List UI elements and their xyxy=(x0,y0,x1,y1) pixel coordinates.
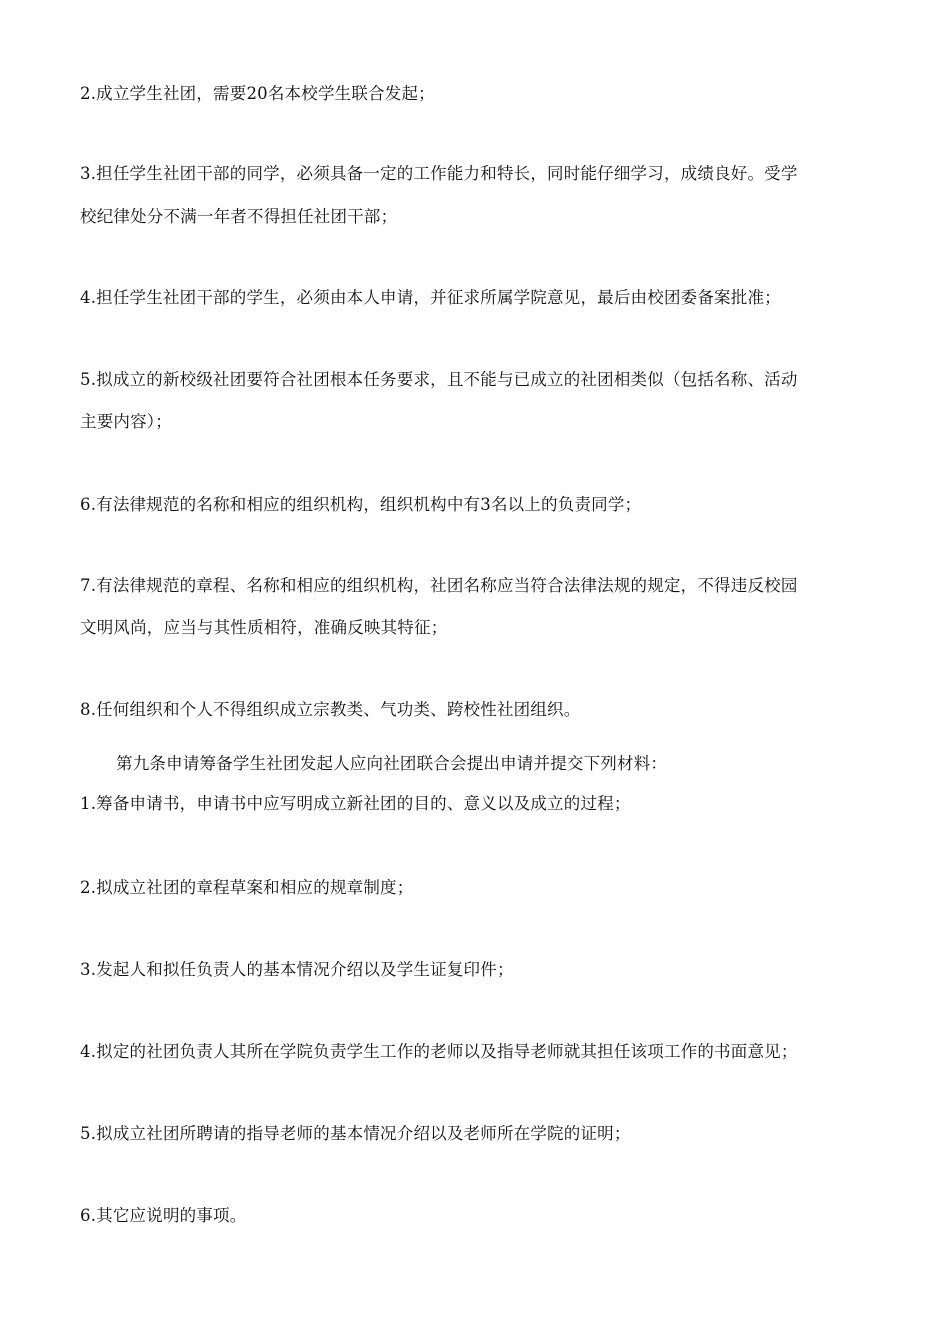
material-3: 3.发起人和拟任负责人的基本情况介绍以及学生证复印件； xyxy=(80,960,514,979)
condition-5-line-2: 主要内容）； xyxy=(80,412,172,431)
article-9-heading: 第九条申请筹备学生社团发起人应向社团联合会提出申请并提交下列材料： xyxy=(116,754,668,773)
material-2: 2.拟成立社团的章程草案和相应的规章制度； xyxy=(80,878,414,897)
condition-7-line-2: 文明风尚，应当与其性质相符，准确反映其特征； xyxy=(80,618,448,637)
condition-8: 8.任何组织和个人不得组织成立宗教类、气功类、跨校性社团组织。 xyxy=(80,700,581,719)
material-1: 1.筹备申请书，申请书中应写明成立新社团的目的、意义以及成立的过程； xyxy=(80,794,631,813)
condition-6: 6.有法律规范的名称和相应的组织机构，组织机构中有3名以上的负责同学； xyxy=(80,495,642,514)
condition-3-line-2: 校纪律处分不满一年者不得担任社团干部； xyxy=(80,207,398,226)
condition-4: 4.担任学生社团干部的学生，必须由本人申请，并征求所属学院意见，最后由校团委备案批准； xyxy=(80,288,781,307)
material-6: 6.其它应说明的事项。 xyxy=(80,1206,247,1225)
material-5: 5.拟成立社团所聘请的指导老师的基本情况介绍以及老师所在学院的证明； xyxy=(80,1124,631,1143)
material-4: 4.拟定的社团负责人其所在学院负责学生工作的老师以及指导老师就其担任该项工作的书面意见； xyxy=(80,1042,798,1061)
condition-3-line-1: 3.担任学生社团干部的同学，必须具备一定的工作能力和特长，同时能仔细学习，成绩良好。受学 xyxy=(80,164,798,183)
condition-5-line-1: 5.拟成立的新校级社团要符合社团根本任务要求，且不能与已成立的社团相类似（包括名称、活动 xyxy=(80,370,798,389)
condition-2: 2.成立学生社团，需要20名本校学生联合发起； xyxy=(80,84,435,103)
condition-7-line-1: 7.有法律规范的章程、名称和相应的组织机构，社团名称应当符合法律法规的规定，不得违反校园 xyxy=(80,576,798,595)
